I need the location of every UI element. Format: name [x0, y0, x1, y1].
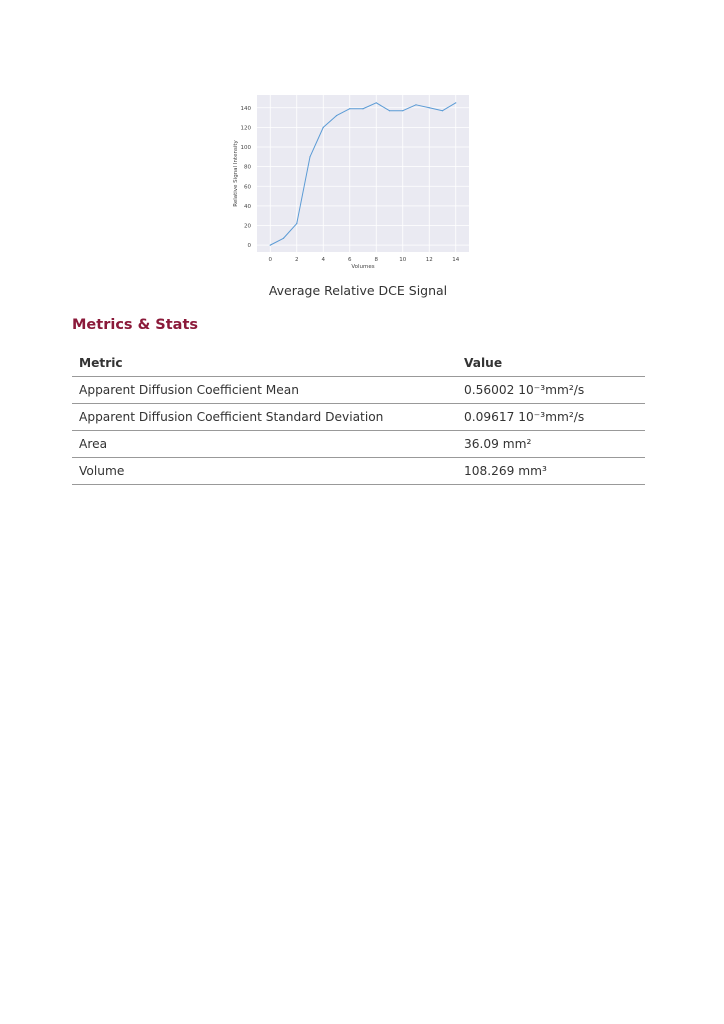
y-axis-label: Relative Signal Intensity [233, 140, 239, 207]
column-header-value: Value [457, 350, 645, 377]
section-heading: Metrics & Stats [72, 317, 199, 333]
metrics-table [72, 350, 645, 485]
x-axis-label: Volumes [351, 264, 375, 270]
data-point [362, 108, 363, 109]
y-tick-label: 60 [244, 184, 251, 191]
data-point [270, 245, 271, 246]
x-tick-label: 6 [348, 257, 352, 263]
data-point [389, 110, 390, 111]
metric-value-cell: 108.269 mm³ [457, 458, 645, 485]
data-point [442, 110, 443, 111]
data-point [323, 127, 324, 128]
data-point [376, 102, 377, 103]
table-row [72, 377, 645, 404]
x-tick-label: 0 [268, 257, 272, 263]
x-tick-label: 12 [425, 257, 433, 263]
x-tick-label: 10 [399, 257, 407, 263]
metric-value-cell: 0.56002 10⁻³mm²/s [457, 377, 645, 404]
data-point [402, 110, 403, 111]
x-tick-label: 14 [452, 257, 460, 263]
dce-signal-chart [228, 88, 476, 274]
y-tick-label: 100 [240, 145, 251, 152]
y-tick-label: 20 [244, 223, 251, 230]
data-point [336, 115, 337, 116]
y-tick-label: 80 [244, 164, 251, 171]
data-point [296, 223, 297, 224]
y-tick-label: 140 [240, 105, 251, 112]
metric-name-cell: Volume [72, 458, 457, 485]
y-tick-label: 0 [247, 243, 251, 250]
table-row [72, 431, 645, 458]
data-point [309, 156, 310, 157]
x-tick-label: 4 [321, 257, 325, 263]
table-header-row [72, 350, 645, 377]
figure-caption: Average Relative DCE Signal [268, 283, 448, 298]
metric-name-cell: Apparent Diffusion Coefficient Standard Deviation [72, 404, 457, 431]
plot-area [257, 95, 469, 252]
x-tick-label: 8 [374, 257, 378, 263]
table-row [72, 404, 645, 431]
data-point [349, 108, 350, 109]
data-point [429, 107, 430, 108]
data-point [283, 238, 284, 239]
y-tick-label: 40 [244, 203, 251, 210]
y-tick-label: 120 [240, 125, 251, 132]
table-row [72, 458, 645, 485]
x-tick-label: 2 [295, 257, 299, 263]
metric-value-cell: 36.09 mm² [457, 431, 645, 458]
metric-name-cell: Apparent Diffusion Coefficient Mean [72, 377, 457, 404]
metric-name-cell: Area [72, 431, 457, 458]
metric-value-cell: 0.09617 10⁻³mm²/s [457, 404, 645, 431]
dce-signal-figure [228, 88, 476, 274]
column-header-metric: Metric [72, 350, 457, 377]
data-point [415, 104, 416, 105]
data-point [455, 102, 456, 103]
